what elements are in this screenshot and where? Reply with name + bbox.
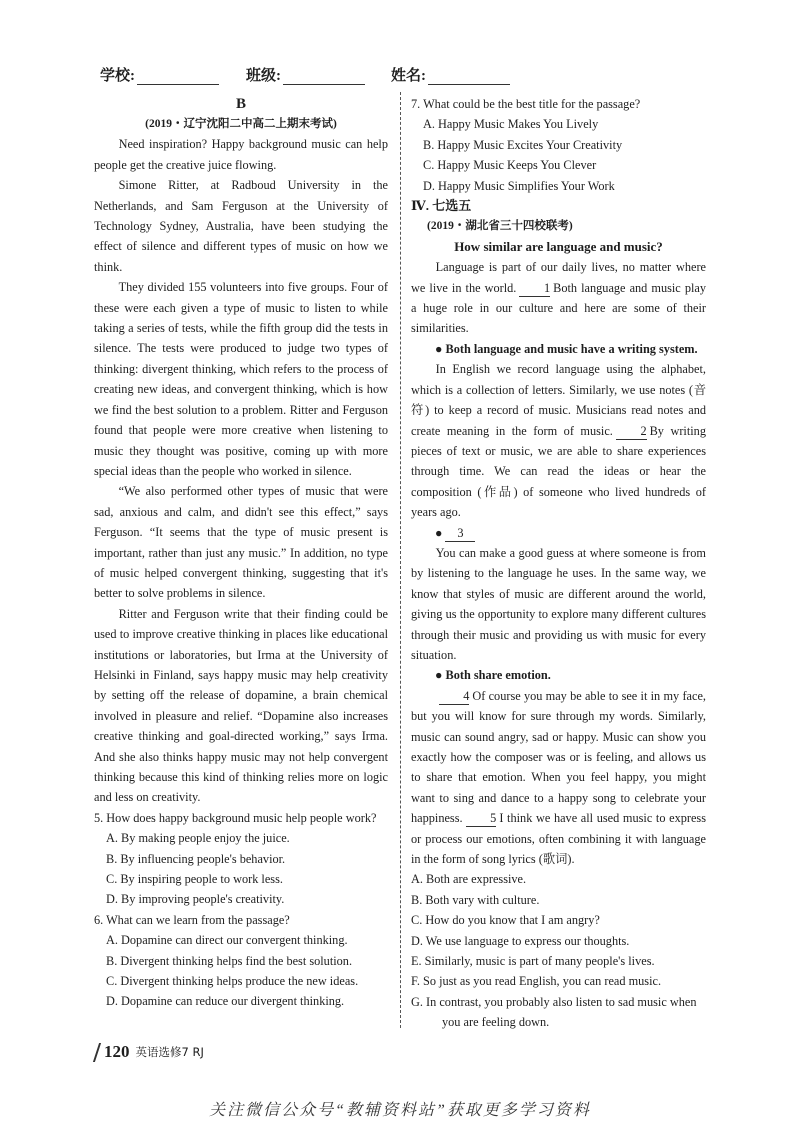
bullet-icon: ● bbox=[435, 525, 443, 540]
paragraph-2 bbox=[411, 359, 706, 522]
blank-5: 5 bbox=[466, 811, 497, 827]
passage-source: (2019・湖北省三十四校联考) bbox=[427, 220, 573, 233]
question-stem: 6. What can we learn from the passage? bbox=[94, 912, 290, 927]
section-letter: B bbox=[235, 96, 246, 112]
class-label: 班级: bbox=[246, 68, 281, 84]
paragraph-1 bbox=[411, 257, 706, 339]
subheading-emotion: ● Both share emotion. bbox=[435, 668, 551, 683]
subheading-writing-system: ● Both language and music have a writing system. bbox=[435, 341, 698, 356]
name-blank-line bbox=[428, 70, 510, 85]
choice-c: C. How do you know that I am angry? bbox=[411, 913, 600, 928]
blank-1: 1 bbox=[519, 281, 550, 297]
school-field bbox=[100, 64, 219, 85]
paragraph-text: By writing pieces of text or music, we are able to share experiences through time. We can read the ideas or hear the composition (作品) of someone who lived hundreds of years ago. bbox=[411, 423, 706, 520]
page-number: 120 bbox=[104, 1042, 130, 1061]
question-stem: 7. What could be the best title for the passage? bbox=[411, 97, 641, 111]
option-a: A. Dopamine can direct our convergent thinking. bbox=[106, 933, 348, 948]
option-a: A. Happy Music Makes You Lively bbox=[423, 117, 599, 132]
paragraph-3: They divided 155 volunteers into five groups. Four of these were each given a type of music to listen to while taking a series of tests, while the fifth group did the tests in silence. The tests were produced to judge two types of thinking: divergent thinking, which refers to the process of creating new ideas, and convergent thinking, which is how we find the best solution to a problem. Ritter and Ferguson found that people were more creative when listening to music they thought was positive, coming up with more special ideas than the people who worked in silence. bbox=[94, 280, 388, 478]
paragraph-4 bbox=[411, 686, 706, 870]
paragraph-1: Need inspiration? Happy background music can help people get the creative juice flowing. bbox=[94, 137, 388, 172]
right-column bbox=[411, 94, 706, 1033]
column-divider bbox=[400, 92, 401, 1028]
option-d: D. By improving people's creativity. bbox=[106, 892, 285, 907]
choice-a: A. Both are expressive. bbox=[411, 872, 527, 887]
option-d: D. Dopamine can reduce our divergent thinking. bbox=[106, 994, 345, 1009]
section-heading: Ⅳ. 七选五 bbox=[411, 198, 472, 214]
choice-f: F. So just as you read English, you can read music. bbox=[411, 974, 662, 989]
option-b: B. Happy Music Excites Your Creativity bbox=[423, 137, 623, 152]
question-5 bbox=[94, 808, 388, 910]
choice-list bbox=[411, 869, 706, 1032]
passage-source: (2019・辽宁沈阳二中高二上期末考试) bbox=[145, 118, 337, 130]
school-blank-line bbox=[137, 70, 219, 85]
choice-g: G. In contrast, you probably also listen to sad music when you are feeling down. bbox=[411, 994, 697, 1030]
page-footer bbox=[96, 1042, 204, 1062]
question-stem: 5. How does happy background music help people work? bbox=[94, 810, 377, 825]
paragraph-text: Both language and music play a huge role in our culture and here are some of their similarities. bbox=[411, 280, 706, 336]
blank-2: 2 bbox=[616, 424, 647, 440]
paragraph-text: Of course you may be able to see it in my face, but you will know for sure through my words. Similarly, music can sound angry, sad or happy. Music can show you exactly how the composer was or is feeling, and allows us to share that emotion. When you feel happy, you might want to sing and dance to a happy song to celebrate your happiness. bbox=[411, 688, 706, 826]
question-7 bbox=[411, 94, 706, 196]
paragraph-2: Simone Ritter, at Radboud University in the Netherlands, and Sam Ferguson at the University of Technology Sydney, Australia, have been studying the effect of silence and different types of music on how we think. bbox=[94, 178, 388, 274]
watermark: 关注微信公众号“教辅资料站”获取更多学习资料 bbox=[209, 1102, 591, 1119]
option-c: C. Happy Music Keeps You Clever bbox=[423, 158, 597, 173]
passage-title: How similar are language and music? bbox=[454, 238, 663, 254]
left-column bbox=[94, 94, 388, 1012]
question-6 bbox=[94, 910, 388, 1012]
choice-b: B. Both vary with culture. bbox=[411, 892, 540, 907]
option-b: B. By influencing people's behavior. bbox=[106, 851, 286, 866]
paragraph-3: You can make a good guess at where someone is from by listening to the language he uses. In the same way, we know that styles of music are different around the world, giving us the opportunity to explore many different cultures through their music and providing us with music for every situation. bbox=[411, 545, 706, 662]
book-label: 英语选修7 RJ bbox=[135, 1045, 204, 1059]
paragraph-text: In English we record language using the alphabet, which is a collection of letters. Similarly, we use notes (音符) to keep a record of music. Musicians read notes and create meaning in the form of music. bbox=[411, 362, 706, 438]
name-label: 姓名: bbox=[391, 68, 426, 84]
subheading-blank-3 bbox=[411, 523, 706, 543]
blank-3: 3 bbox=[445, 526, 475, 542]
paragraph-4: “We also performed other types of music that were sad, anxious and calm, and didn't see this effect,” says Ferguson. “It seems that the type of music present is important, rather than just any music.” In addition, no type of music helped convergent thinking, suggesting that it's better to solve problems in silence. bbox=[94, 484, 388, 601]
paragraph-5: Ritter and Ferguson write that their finding could be used to improve creative thinking in places like educational institutions or laboratories, but Irma at the University of Helsinki in Finland, says happy music may help creativity by setting off the release of dopamine, a brain chemical involved in pleasure and relief. “Dopamine also increases creative thinking and goal-directed working,” says Irma. And she also thinks happy music may not help convergent thinking because this kind of thinking relies more on logic and less on creativity. bbox=[94, 606, 388, 805]
paragraph-text: Language is part of our daily lives, no matter where we live in the world. bbox=[411, 260, 706, 295]
option-b: B. Divergent thinking helps find the best solution. bbox=[106, 953, 353, 968]
option-d: D. Happy Music Simplifies Your Work bbox=[423, 178, 615, 193]
choice-e: E. Similarly, music is part of many people's lives. bbox=[411, 954, 655, 969]
paragraph-text: I think we have all used music to express or process our emotions, often combining it with language in the form of song lyrics (歌词). bbox=[411, 811, 706, 867]
class-field bbox=[246, 64, 365, 85]
option-a: A. By making people enjoy the juice. bbox=[106, 831, 290, 846]
option-c: C. Divergent thinking helps produce the new ideas. bbox=[106, 974, 359, 989]
school-label: 学校: bbox=[100, 68, 135, 84]
slash-mark bbox=[93, 1043, 101, 1062]
choice-d: D. We use language to express our thoughts. bbox=[411, 933, 630, 948]
name-field bbox=[391, 64, 510, 85]
class-blank-line bbox=[283, 70, 365, 85]
option-c: C. By inspiring people to work less. bbox=[106, 872, 283, 887]
blank-4: 4 bbox=[439, 689, 470, 705]
student-info-header bbox=[100, 64, 740, 86]
